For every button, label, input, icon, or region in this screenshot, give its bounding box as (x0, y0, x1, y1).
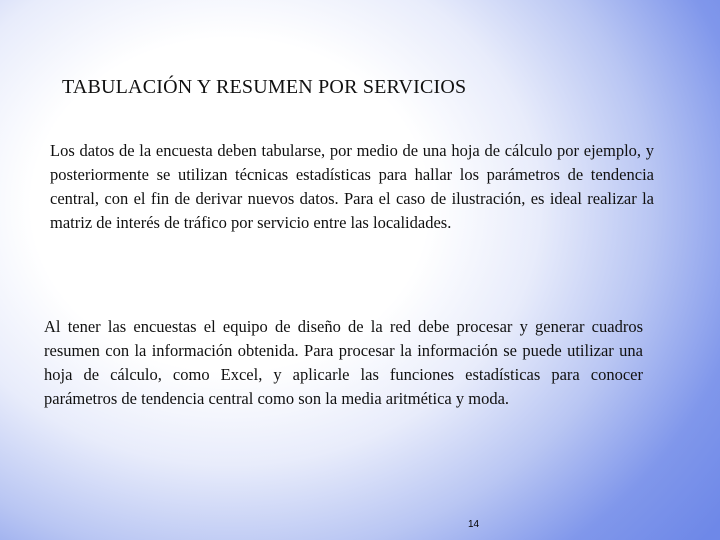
paragraph-summary-processing: Al tener las encuestas el equipo de diseño de la red debe procesar y generar cuadros resumen con la información obtenida. Para procesar la información se puede utilizar una hoja de cálculo, como Excel, y aplicarle las funciones estadísticas para conocer parámetros de tendencia central como son la media aritmética y moda. (44, 317, 643, 408)
page-number: 14 (468, 519, 480, 530)
slide-title: TABULACIÓN Y RESUMEN POR SERVICIOS (62, 76, 467, 98)
paragraph-survey-tabulation: Los datos de la encuesta deben tabularse, por medio de una hoja de cálculo por ejemplo, y posteriormente se utilizan técnicas estadísticas para hallar los parámetros de tendencia central, con el fin de derivar nuevos datos. Para el caso de ilustración, es ideal realizar la matriz de interés de tráfico por servicio entre las localidades. (50, 141, 654, 232)
